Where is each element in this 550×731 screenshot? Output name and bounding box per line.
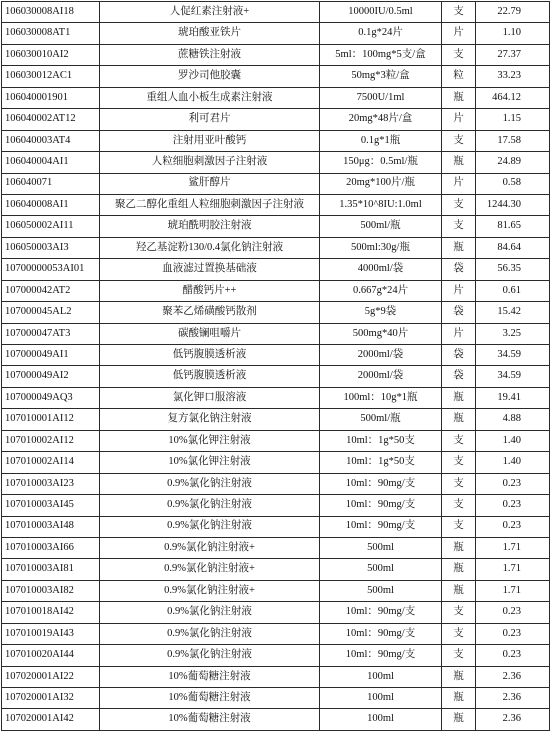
- price-cell: 0.23: [476, 473, 550, 494]
- spec-cell: 100ml：10g*1瓶: [320, 387, 442, 408]
- spec-cell: 500ml: [320, 537, 442, 558]
- price-cell: 1.40: [476, 452, 550, 473]
- spec-cell: 500ml: [320, 559, 442, 580]
- table-row: [2, 302, 550, 323]
- unit-cell: 支: [442, 216, 476, 237]
- name-cell: 羟乙基淀粉130/0.4氯化钠注射液: [100, 237, 320, 258]
- spec-cell: 10ml：90mg/支: [320, 623, 442, 644]
- price-cell: 4.88: [476, 409, 550, 430]
- unit-cell: 片: [442, 173, 476, 194]
- unit-cell: 支: [442, 623, 476, 644]
- code-cell: 106040004AI1: [2, 152, 100, 173]
- table-row: [2, 109, 550, 130]
- table-row: [2, 259, 550, 280]
- name-cell: 蔗糖铁注射液: [100, 44, 320, 65]
- unit-cell: 片: [442, 323, 476, 344]
- price-cell: 15.42: [476, 302, 550, 323]
- name-cell: 醋酸钙片++: [100, 280, 320, 301]
- price-cell: 34.59: [476, 345, 550, 366]
- spec-cell: 10ml：90mg/支: [320, 473, 442, 494]
- spec-cell: 10ml：90mg/支: [320, 645, 442, 666]
- price-cell: 1244.30: [476, 194, 550, 215]
- name-cell: 0.9%氯化钠注射液+: [100, 580, 320, 601]
- unit-cell: 支: [442, 452, 476, 473]
- unit-cell: 瓶: [442, 237, 476, 258]
- unit-cell: 支: [442, 495, 476, 516]
- table-row: [2, 66, 550, 87]
- spec-cell: 10ml：90mg/支: [320, 602, 442, 623]
- code-cell: 107010003AI66: [2, 537, 100, 558]
- name-cell: 10%氯化钾注射液: [100, 430, 320, 451]
- price-cell: 3.25: [476, 323, 550, 344]
- table-row: [2, 409, 550, 430]
- spec-cell: 2000ml/袋: [320, 366, 442, 387]
- name-cell: 10%葡萄糖注射液: [100, 709, 320, 730]
- table-row: [2, 194, 550, 215]
- code-cell: 106040003AT4: [2, 130, 100, 151]
- name-cell: 琥珀酰明胶注射液: [100, 216, 320, 237]
- price-cell: 1.15: [476, 109, 550, 130]
- price-cell: 0.23: [476, 645, 550, 666]
- unit-cell: 袋: [442, 345, 476, 366]
- code-cell: 106050003AI3: [2, 237, 100, 258]
- unit-cell: 袋: [442, 259, 476, 280]
- price-cell: 17.58: [476, 130, 550, 151]
- price-cell: 24.89: [476, 152, 550, 173]
- name-cell: 0.9%氯化钠注射液: [100, 602, 320, 623]
- price-cell: 56.35: [476, 259, 550, 280]
- code-cell: 107010003AI82: [2, 580, 100, 601]
- unit-cell: 瓶: [442, 409, 476, 430]
- spec-cell: 500ml/瓶: [320, 409, 442, 430]
- table-row: [2, 452, 550, 473]
- table-row: [2, 280, 550, 301]
- spec-cell: 100ml: [320, 666, 442, 687]
- name-cell: 罗沙司他胶囊: [100, 66, 320, 87]
- price-cell: 2.36: [476, 688, 550, 709]
- price-cell: 0.61: [476, 280, 550, 301]
- table-row: [2, 387, 550, 408]
- unit-cell: 支: [442, 516, 476, 537]
- name-cell: 利可君片: [100, 109, 320, 130]
- table-row: [2, 152, 550, 173]
- spec-cell: 1.35*10^8IU:1.0ml: [320, 194, 442, 215]
- name-cell: 聚苯乙烯磺酸钙散剂: [100, 302, 320, 323]
- price-cell: 464.12: [476, 87, 550, 108]
- code-cell: 107000045AL2: [2, 302, 100, 323]
- spec-cell: 0.1g*1瓶: [320, 130, 442, 151]
- spec-cell: 500ml: [320, 580, 442, 601]
- table-row: [2, 323, 550, 344]
- code-cell: 106040071: [2, 173, 100, 194]
- table-row: [2, 495, 550, 516]
- price-cell: 1.71: [476, 537, 550, 558]
- price-cell: 0.23: [476, 602, 550, 623]
- code-cell: 107020001AI22: [2, 666, 100, 687]
- table-row: [2, 23, 550, 44]
- unit-cell: 片: [442, 280, 476, 301]
- table-row: [2, 44, 550, 65]
- price-cell: 0.23: [476, 516, 550, 537]
- spec-cell: 0.1g*24片: [320, 23, 442, 44]
- code-cell: 106030008AT1: [2, 23, 100, 44]
- code-cell: 107010020AI44: [2, 645, 100, 666]
- name-cell: 人促红素注射液+: [100, 2, 320, 23]
- code-cell: 107020001AI42: [2, 709, 100, 730]
- spec-cell: 2000ml/袋: [320, 345, 442, 366]
- unit-cell: 粒: [442, 66, 476, 87]
- spec-cell: 5ml：100mg*5支/盒: [320, 44, 442, 65]
- table-row: [2, 130, 550, 151]
- unit-cell: 袋: [442, 366, 476, 387]
- spec-cell: 100ml: [320, 709, 442, 730]
- unit-cell: 支: [442, 430, 476, 451]
- unit-cell: 瓶: [442, 580, 476, 601]
- name-cell: 重组人血小板生成素注射液: [100, 87, 320, 108]
- code-cell: 107010002AI14: [2, 452, 100, 473]
- spec-cell: 50mg*3粒/盒: [320, 66, 442, 87]
- price-cell: 1.71: [476, 559, 550, 580]
- code-cell: 107000049AQ3: [2, 387, 100, 408]
- unit-cell: 瓶: [442, 688, 476, 709]
- table-body: [2, 2, 550, 731]
- name-cell: 0.9%氯化钠注射液: [100, 645, 320, 666]
- price-cell: 27.37: [476, 44, 550, 65]
- table-row: [2, 237, 550, 258]
- unit-cell: 瓶: [442, 559, 476, 580]
- spec-cell: 10ml：90mg/支: [320, 495, 442, 516]
- price-cell: 84.64: [476, 237, 550, 258]
- code-cell: 106030008AI18: [2, 2, 100, 23]
- table-row: [2, 537, 550, 558]
- code-cell: 107010001AI12: [2, 409, 100, 430]
- table-row: [2, 688, 550, 709]
- code-cell: 10700000053AI01: [2, 259, 100, 280]
- name-cell: 0.9%氯化钠注射液+: [100, 537, 320, 558]
- unit-cell: 瓶: [442, 537, 476, 558]
- code-cell: 107010003AI45: [2, 495, 100, 516]
- spec-cell: 10000IU/0.5ml: [320, 2, 442, 23]
- code-cell: 106050002AI11: [2, 216, 100, 237]
- spec-cell: 150μg：0.5ml/瓶: [320, 152, 442, 173]
- table-row: [2, 173, 550, 194]
- name-cell: 10%葡萄糖注射液: [100, 666, 320, 687]
- price-cell: 22.79: [476, 2, 550, 23]
- unit-cell: 片: [442, 23, 476, 44]
- unit-cell: 瓶: [442, 666, 476, 687]
- name-cell: 0.9%氯化钠注射液: [100, 516, 320, 537]
- price-cell: 0.58: [476, 173, 550, 194]
- name-cell: 0.9%氯化钠注射液: [100, 623, 320, 644]
- table-row: [2, 473, 550, 494]
- code-cell: 107010019AI43: [2, 623, 100, 644]
- code-cell: 106040001901: [2, 87, 100, 108]
- table-row: [2, 430, 550, 451]
- code-cell: 106030012AC1: [2, 66, 100, 87]
- price-cell: 1.71: [476, 580, 550, 601]
- unit-cell: 支: [442, 645, 476, 666]
- name-cell: 聚乙二醇化重组人粒细胞刺激因子注射液: [100, 194, 320, 215]
- unit-cell: 瓶: [442, 387, 476, 408]
- code-cell: 107000042AT2: [2, 280, 100, 301]
- unit-cell: 支: [442, 602, 476, 623]
- price-cell: 2.36: [476, 666, 550, 687]
- name-cell: 低钙腹膜透析液: [100, 345, 320, 366]
- unit-cell: 支: [442, 130, 476, 151]
- spec-cell: 500mg*40片: [320, 323, 442, 344]
- code-cell: 107000049AI2: [2, 366, 100, 387]
- unit-cell: 支: [442, 473, 476, 494]
- spec-cell: 7500U/1ml: [320, 87, 442, 108]
- table-row: [2, 580, 550, 601]
- unit-cell: 瓶: [442, 152, 476, 173]
- name-cell: 0.9%氯化钠注射液: [100, 473, 320, 494]
- drug-price-table: [1, 1, 550, 731]
- name-cell: 低钙腹膜透析液: [100, 366, 320, 387]
- price-cell: 0.23: [476, 495, 550, 516]
- code-cell: 107010003AI81: [2, 559, 100, 580]
- price-cell: 19.41: [476, 387, 550, 408]
- table-row: [2, 666, 550, 687]
- unit-cell: 袋: [442, 302, 476, 323]
- name-cell: 10%葡萄糖注射液: [100, 688, 320, 709]
- name-cell: 琥珀酸亚铁片: [100, 23, 320, 44]
- name-cell: 鲨肝醇片: [100, 173, 320, 194]
- spec-cell: 4000ml/袋: [320, 259, 442, 280]
- code-cell: 106030010AI2: [2, 44, 100, 65]
- code-cell: 107000049AI1: [2, 345, 100, 366]
- code-cell: 107010003AI48: [2, 516, 100, 537]
- unit-cell: 支: [442, 2, 476, 23]
- price-cell: 34.59: [476, 366, 550, 387]
- code-cell: 106040008AI1: [2, 194, 100, 215]
- name-cell: 碳酸镧咀嚼片: [100, 323, 320, 344]
- table-row: [2, 623, 550, 644]
- code-cell: 107010002AI12: [2, 430, 100, 451]
- name-cell: 注射用亚叶酸钙: [100, 130, 320, 151]
- price-cell: 0.23: [476, 623, 550, 644]
- price-cell: 33.23: [476, 66, 550, 87]
- spec-cell: 500ml:30g/瓶: [320, 237, 442, 258]
- name-cell: 血液滤过置换基础液: [100, 259, 320, 280]
- unit-cell: 片: [442, 109, 476, 130]
- name-cell: 氯化钾口服溶液: [100, 387, 320, 408]
- unit-cell: 瓶: [442, 87, 476, 108]
- price-cell: 2.36: [476, 709, 550, 730]
- spec-cell: 10ml：90mg/支: [320, 516, 442, 537]
- code-cell: 107010018AI42: [2, 602, 100, 623]
- name-cell: 0.9%氯化钠注射液+: [100, 559, 320, 580]
- spec-cell: 20mg*48片/盒: [320, 109, 442, 130]
- name-cell: 人粒细胞刺激因子注射液: [100, 152, 320, 173]
- table-row: [2, 87, 550, 108]
- name-cell: 复方氯化钠注射液: [100, 409, 320, 430]
- price-cell: 1.10: [476, 23, 550, 44]
- table-row: [2, 345, 550, 366]
- price-cell: 1.40: [476, 430, 550, 451]
- spec-cell: 10ml：1g*50支: [320, 452, 442, 473]
- table-row: [2, 2, 550, 23]
- code-cell: 106040002AT12: [2, 109, 100, 130]
- name-cell: 10%氯化钾注射液: [100, 452, 320, 473]
- unit-cell: 支: [442, 194, 476, 215]
- table-row: [2, 709, 550, 730]
- price-cell: 81.65: [476, 216, 550, 237]
- spec-cell: 100ml: [320, 688, 442, 709]
- spec-cell: 500ml/瓶: [320, 216, 442, 237]
- spec-cell: 5g*9袋: [320, 302, 442, 323]
- code-cell: 107010003AI23: [2, 473, 100, 494]
- table-row: [2, 216, 550, 237]
- table-row: [2, 645, 550, 666]
- spec-cell: 10ml：1g*50支: [320, 430, 442, 451]
- name-cell: 0.9%氯化钠注射液: [100, 495, 320, 516]
- table-row: [2, 602, 550, 623]
- unit-cell: 瓶: [442, 709, 476, 730]
- spec-cell: 0.667g*24片: [320, 280, 442, 301]
- table-row: [2, 516, 550, 537]
- table-row: [2, 559, 550, 580]
- spec-cell: 20mg*100片/瓶: [320, 173, 442, 194]
- table-row: [2, 366, 550, 387]
- code-cell: 107000047AT3: [2, 323, 100, 344]
- code-cell: 107020001AI32: [2, 688, 100, 709]
- unit-cell: 支: [442, 44, 476, 65]
